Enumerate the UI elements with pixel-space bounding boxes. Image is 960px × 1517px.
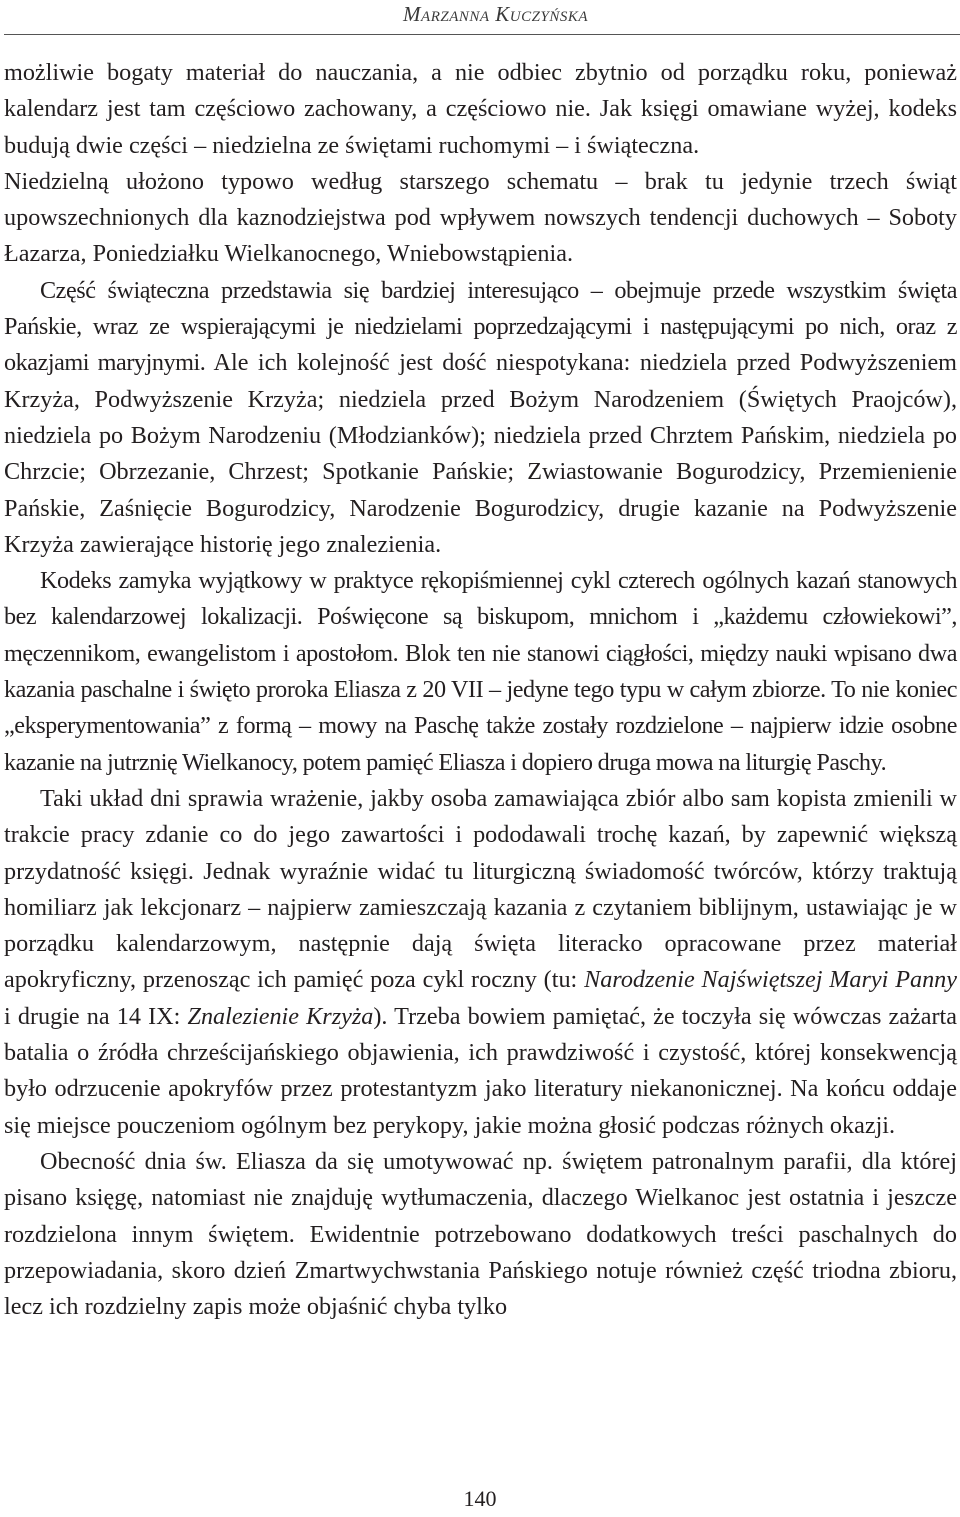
italic-title-birth-of-mary: Narodzenie Najświętszej Maryi Panny bbox=[584, 966, 957, 994]
paragraph-3-part-a: Część świąteczna przedstawia się bardziej interesująco – obejmuje przede wszystkim święta Pańskie, wraz ze wspierającymi je niedzielami poprzedzającymi i następującymi po nich, oraz z okazjami maryjnymi. bbox=[4, 276, 957, 377]
paragraph-5-part-b: i drugie na 14 IX: bbox=[4, 1002, 188, 1030]
italic-title-finding-of-cross: Znalezienie Krzyża bbox=[187, 1002, 374, 1030]
author-name: Marzanna Kuczyńska bbox=[403, 2, 588, 26]
paragraph-2: Niedzielną ułożono typowo według starszego schematu – brak tu jedynie trzech świąt upowszechnionych dla kaznodziejstwa pod wpływem nowszych tendencji duchowych – Soboty Łazarza, Poniedziałku Wielkanocnego, Wniebowstąpienia. bbox=[4, 167, 957, 268]
paragraph-4: Kodeks zamyka wyjątkowy w praktyce rękopiśmiennej cykl czterech ogólnych kazań stanowych bez kalendarzowej lokalizacji. Poświęcone są biskupom, mnichom i „każdemu człowiekowi”, męczennikom, ewangelistom i apostołom. Blok ten nie stanowi ciągłości, między nauki wpisano dwa kazania paschalne i święto proroka Eliasza z 20 VII – jedyne tego typu w całym zbiorze. To nie koniec „eksperymentowania” z formą – mowy na Paschę także zostały rozdzielone – najpierw idzie osobne kazanie na jutrznię Wielkanocy, potem pamięć Eliasza i dopiero druga mowa na liturgię Paschy. bbox=[4, 567, 957, 776]
page-number: 140 bbox=[463, 1486, 497, 1511]
header-rule bbox=[4, 34, 960, 35]
body-text bbox=[4, 55, 957, 1325]
paragraph-3 bbox=[4, 273, 957, 563]
paragraph-1: możliwie bogaty materiał do nauczania, a nie odbiec zbytnio od porządku roku, ponieważ kalendarz jest tam częściowo zachowany, a częściowo nie. Jak księgi omawiane wyżej, kodeks budują dwie części – niedzielna ze świętami ruchomymi – i świąteczna. bbox=[4, 59, 957, 159]
paragraph-5-part-c: ). Trzeba bowiem pamiętać, że toczyła się wówczas zażarta batalia o źródła chrześcijańskiego objawienia, ich prawdziwość i czystość, której konsekwencją było odrzucenie apokryfów przez protestantyzm jako literatury niekanonicznej. Na końcu oddaje się miejsce pouczeniom ogólnym bez perykopy, jakie można głosić podczas różnych okazji. bbox=[4, 1002, 957, 1139]
paragraph-6: Obecność dnia św. Eliasza da się umotywować np. świętem patronalnym parafii, dla której pisano księgę, natomiast nie znajduję wytłumaczenia, dlaczego Wielkanoc jest ostatnia i jeszcze rozdzielona innym świętem. Ewidentnie potrzebowano dodatkowych treści paschalnych do przepowiadania, skoro dzień Zmartwychwstania Pańskiego notuje również część triodna zbioru, lecz ich rozdzielny zapis może objaśnić chyba tylko bbox=[4, 1147, 957, 1321]
paragraph-5-part-a: Taki układ dni sprawia wrażenie, jakby osoba zamawiająca zbiór albo sam kopista zmienili w trakcie pracy zdanie co do jego zawartości i pododawali trochę kazań, by zapewnić większą przydatność księgi. Jednak wyraźnie widać tu liturgiczną świadomość twórców, którzy traktują homiliarz jak lekcjonarz – najpierw zamieszczają kazania z czytaniem biblijnym, ustawiając je w porządku kalendarzowym, następnie dają święta literacko opracowane przez materiał apokryficzny, przenosząc ich pamięć poza cykl roczny (tu: bbox=[4, 784, 957, 994]
paragraph-5 bbox=[4, 781, 957, 1144]
paragraph-3-part-b: Ale ich kolejność jest dość niespotykana: niedziela przed Podwyższeniem Krzyża, Podwyższenie Krzyża; niedziela przed Bożym Narodzeniem (Świętych Praojców), niedziela po Bożym Narodzeniu (Młodzianków); niedziela przed Chrztem Pańskim, niedziela po Chrzcie; Obrzezanie, Chrzest; Spotkanie Pańskie; Zwiastowanie Bogurodzicy, Przemienienie Pańskie, Zaśnięcie Bogurodzicy, Narodzenie Bogurodzicy, drugie kazanie na Podwyższenie Krzyża zawierające historię jego znalezienia. bbox=[4, 349, 957, 558]
running-head-author bbox=[403, 2, 588, 27]
